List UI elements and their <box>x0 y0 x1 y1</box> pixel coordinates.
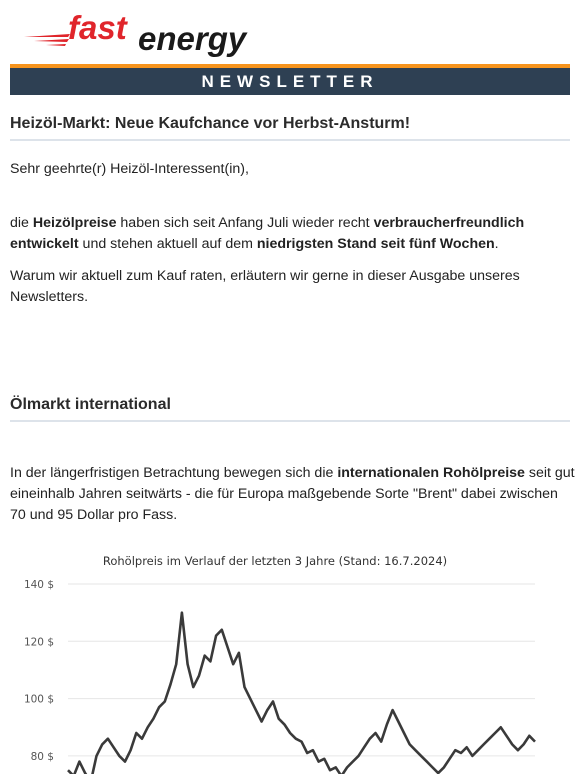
y-tick-label: 140 $ <box>23 579 54 591</box>
fastenergy-logo <box>22 10 312 58</box>
text-run: . <box>494 236 499 252</box>
reason-paragraph: Warum wir aktuell zum Kauf raten, erläutern wir gerne in dieser Ausgabe unseres Newsletters. <box>10 268 520 305</box>
y-axis-ticks <box>24 579 54 763</box>
intro-paragraph <box>10 213 575 255</box>
chart-grid <box>68 584 535 756</box>
text-run: die <box>10 215 33 231</box>
section-title-oelmarkt: Ölmarkt international <box>10 396 570 422</box>
bold-internationale-rohoelpreise: internationalen Rohölpreise <box>337 465 525 481</box>
market-paragraph <box>10 463 575 526</box>
newsletter-banner <box>10 64 570 95</box>
text-run: und stehen aktuell auf dem <box>78 236 257 252</box>
banner-label: NEWSLETTER <box>201 72 379 91</box>
text-run: seit gut eineinhalb Jahren seitwärts - die für Europa maßgebende Sorte "Brent" dabei zwischen 70 und 95 Dollar pro Fass. <box>10 465 575 523</box>
bold-verbraucherfreundlich: verbraucherfreundlich entwickelt <box>10 215 525 252</box>
price-series-line <box>68 613 535 774</box>
chart-title: Rohölpreis im Verlauf der letzten 3 Jahre (Stand: 16.7.2024) <box>102 554 448 568</box>
logo-svg <box>22 10 312 58</box>
speed-lines-icon <box>24 34 70 46</box>
logo-text-fast: fast <box>68 10 127 46</box>
chart-svg <box>10 548 570 774</box>
text-run: haben sich seit Anfang Juli wieder recht <box>116 215 374 231</box>
y-tick-label: 80 $ <box>30 750 54 763</box>
y-tick-label: 100 $ <box>23 693 54 706</box>
greeting-text: Sehr geehrte(r) Heizöl-Interessent(in), <box>10 161 249 177</box>
oil-price-chart <box>10 548 570 774</box>
article-title: Heizöl-Markt: Neue Kaufchance vor Herbst-Ansturm! <box>10 115 570 141</box>
logo-text-energy: energy <box>138 20 247 57</box>
bold-heizoelpreise: Heizölpreise <box>32 215 117 231</box>
y-tick-label: 120 $ <box>23 636 54 649</box>
bold-niedrigster-stand: niedrigsten Stand seit fünf Wochen <box>256 236 495 252</box>
text-run: In der längerfristigen Betrachtung bewegen sich die <box>10 465 338 481</box>
